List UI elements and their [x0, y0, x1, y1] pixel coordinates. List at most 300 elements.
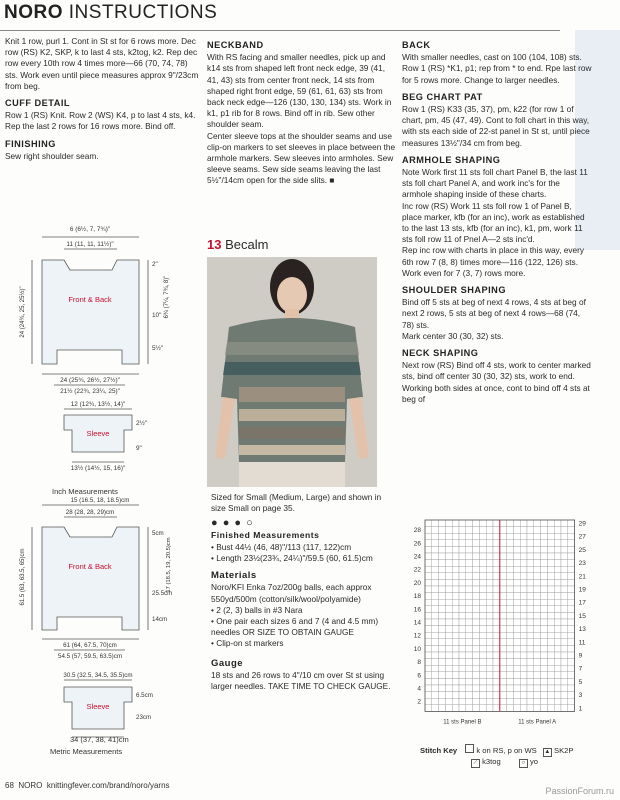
- chart-cell: [547, 586, 554, 593]
- watermark: PassionForum.ru: [545, 786, 614, 796]
- dim-label: 5½": [152, 345, 164, 352]
- chart-cell: [493, 593, 500, 600]
- row-number: 19: [578, 586, 586, 594]
- chart-cell: [513, 619, 520, 626]
- chart-cell: [527, 553, 534, 560]
- chart-cell: [513, 560, 520, 567]
- chart-cell: [520, 639, 527, 646]
- chart-cell: [452, 520, 459, 527]
- chart-cell: [541, 705, 548, 712]
- body-text: Noro/KFI Enka 7oz/200g balls, each approx 550yd/500m (cotton/silk/wool/polyamide): [211, 582, 372, 604]
- chart-cell: [479, 606, 486, 613]
- chart-cell: [425, 612, 432, 619]
- chart-cell: [493, 606, 500, 613]
- chart-cell: [554, 546, 561, 553]
- chart-cell: [513, 678, 520, 685]
- chart-cell: [432, 612, 439, 619]
- chart-cell: [452, 698, 459, 705]
- chart-cell: [534, 533, 541, 540]
- chart-cell: [541, 533, 548, 540]
- chart-cell: [513, 579, 520, 586]
- chart-cell: [561, 533, 568, 540]
- chart-cell: [445, 665, 452, 672]
- chart-cell: [425, 672, 432, 679]
- chart-cell: [500, 659, 507, 666]
- chart-cell: [486, 573, 493, 580]
- chart-cell: [459, 606, 466, 613]
- chart-cell: [561, 678, 568, 685]
- chart-cell: [554, 705, 561, 712]
- chart-cell: [432, 685, 439, 692]
- chart-cell: [425, 678, 432, 685]
- chart-cell: [554, 652, 561, 659]
- chart-cell: [493, 579, 500, 586]
- chart-cell: [568, 612, 575, 619]
- chart-cell: [561, 652, 568, 659]
- chart-cell: [459, 698, 466, 705]
- chart-cell: [527, 705, 534, 712]
- chart-cell: [561, 540, 568, 547]
- chart-cell: [534, 678, 541, 685]
- chart-cell: [500, 606, 507, 613]
- chart-cell: [513, 599, 520, 606]
- chart-cell: [432, 579, 439, 586]
- chart-cell: [568, 705, 575, 712]
- chart-cell: [507, 639, 514, 646]
- chart-cell: [466, 639, 473, 646]
- chart-cell: [541, 632, 548, 639]
- knit-symbol-icon: [465, 744, 474, 753]
- chart-cell: [534, 606, 541, 613]
- chart-cell: [507, 665, 514, 672]
- chart-cell: [473, 698, 480, 705]
- chart-cell: [493, 632, 500, 639]
- chart-cell: [445, 685, 452, 692]
- chart-cell: [473, 546, 480, 553]
- body-text: • 2 (2, 3) balls in #3 Nara: [211, 604, 303, 615]
- chart-cell: [554, 639, 561, 646]
- chart-cell: [568, 527, 575, 534]
- chart-cell: [452, 685, 459, 692]
- chart-cell: [554, 692, 561, 699]
- chart-cell: [507, 612, 514, 619]
- chart-cell: [527, 606, 534, 613]
- row-number: 8: [417, 659, 421, 667]
- chart-cell: [520, 573, 527, 580]
- stitch-chart: [400, 515, 600, 740]
- row-number: 9: [578, 652, 583, 660]
- chart-cell: [568, 586, 575, 593]
- chart-cell: [513, 533, 520, 540]
- chart-cell: [527, 599, 534, 606]
- body-text: Sized for Small (Medium, Large) and shown in size Small on page 35.: [211, 492, 382, 514]
- chart-cell: [507, 652, 514, 659]
- chart-cell: [568, 626, 575, 633]
- pattern-title: 13 Becalm: [207, 237, 269, 252]
- chart-cell: [527, 619, 534, 626]
- chart-cell: [493, 573, 500, 580]
- chart-cell: [554, 560, 561, 567]
- row-number: 20: [413, 579, 421, 587]
- chart-cell: [541, 586, 548, 593]
- chart-cell: [527, 527, 534, 534]
- chart-cell: [473, 632, 480, 639]
- chart-cell: [513, 705, 520, 712]
- chart-cell: [473, 606, 480, 613]
- chart-cell: [459, 626, 466, 633]
- row-number: 3: [578, 692, 583, 700]
- section-heading: ARMHOLE SHAPING: [402, 154, 501, 165]
- chart-cell: [479, 553, 486, 560]
- chart-cell: [459, 692, 466, 699]
- chart-cell: [527, 533, 534, 540]
- chart-cell: [445, 632, 452, 639]
- inch-schematic: [2, 222, 202, 477]
- body-text: • One pair each sizes 6 and 7 (4 and 4.5 mm) needles OR SIZE TO OBTAIN GAUGE: [211, 616, 379, 638]
- chart-cell: [547, 652, 554, 659]
- chart-cell: [527, 586, 534, 593]
- chart-cell: [486, 566, 493, 573]
- chart-cell: [568, 672, 575, 679]
- chart-cell: [439, 632, 446, 639]
- row-number: 28: [413, 527, 421, 535]
- chart-cell: [500, 665, 507, 672]
- row-number: 22: [413, 566, 421, 574]
- chart-cell: [479, 586, 486, 593]
- chart-cell: [547, 659, 554, 666]
- chart-cell: [534, 619, 541, 626]
- chart-cell: [554, 698, 561, 705]
- chart-cell: [439, 685, 446, 692]
- chart-cell: [561, 560, 568, 567]
- chart-cell: [473, 579, 480, 586]
- chart-cell: [534, 593, 541, 600]
- chart-cell: [432, 626, 439, 633]
- chart-cell: [554, 520, 561, 527]
- chart-cell: [568, 520, 575, 527]
- chart-cell: [547, 593, 554, 600]
- chart-cell: [500, 593, 507, 600]
- chart-cell: [534, 586, 541, 593]
- chart-cell: [500, 652, 507, 659]
- page-header: NORO INSTRUCTIONS: [4, 2, 218, 23]
- chart-cell: [547, 520, 554, 527]
- chart-cell: [541, 692, 548, 699]
- chart-cell: [507, 579, 514, 586]
- chart-cell: [513, 659, 520, 666]
- section-heading: CUFF DETAIL: [5, 98, 71, 109]
- chart-cell: [561, 573, 568, 580]
- chart-cell: [554, 645, 561, 652]
- chart-cell: [568, 645, 575, 652]
- chart-cell: [473, 705, 480, 712]
- chart-cell: [500, 619, 507, 626]
- chart-cell: [547, 527, 554, 534]
- chart-cell: [534, 599, 541, 606]
- chart-cell: [439, 527, 446, 534]
- chart-cell: [561, 606, 568, 613]
- chart-cell: [500, 639, 507, 646]
- metric-title: Metric Measurements: [50, 747, 123, 756]
- chart-cell: [459, 533, 466, 540]
- chart-cell: [486, 652, 493, 659]
- chart-cell: [493, 685, 500, 692]
- chart-cell: [541, 566, 548, 573]
- chart-cell: [554, 553, 561, 560]
- chart-cell: [425, 573, 432, 580]
- chart-cell: [486, 599, 493, 606]
- chart-cell: [459, 553, 466, 560]
- chart-cell: [541, 626, 548, 633]
- chart-cell: [432, 639, 439, 646]
- chart-cell: [452, 606, 459, 613]
- chart-cell: [507, 540, 514, 547]
- chart-cell: [568, 573, 575, 580]
- chart-cell: [439, 692, 446, 699]
- row-number: 11: [578, 639, 586, 647]
- dim-label: 5cm: [152, 530, 164, 537]
- chart-cell: [554, 533, 561, 540]
- chart-cell: [568, 632, 575, 639]
- chart-cell: [486, 612, 493, 619]
- chart-cell: [459, 678, 466, 685]
- chart-cell: [459, 619, 466, 626]
- chart-cell: [466, 645, 473, 652]
- chart-cell: [432, 599, 439, 606]
- chart-cell: [479, 520, 486, 527]
- chart-cell: [568, 553, 575, 560]
- chart-cell: [439, 619, 446, 626]
- chart-cell: [554, 659, 561, 666]
- chart-cell: [459, 586, 466, 593]
- chart-cell: [541, 678, 548, 685]
- dim-label: 15 (16.5, 18, 18.5)cm: [70, 497, 130, 504]
- chart-cell: [425, 692, 432, 699]
- chart-cell: [554, 685, 561, 692]
- row-number: 26: [413, 540, 421, 548]
- section-heading: FINISHING: [5, 138, 56, 149]
- chart-cell: [486, 672, 493, 679]
- chart-cell: [486, 553, 493, 560]
- chart-cell: [561, 672, 568, 679]
- row-number: 25: [578, 546, 586, 554]
- chart-cell: [507, 527, 514, 534]
- chart-cell: [466, 573, 473, 580]
- chart-cell: [466, 705, 473, 712]
- chart-cell: [561, 527, 568, 534]
- chart-cell: [466, 533, 473, 540]
- chart-cell: [493, 560, 500, 567]
- chart-cell: [568, 540, 575, 547]
- chart-cell: [425, 533, 432, 540]
- body-text: • Clip-on st markers: [211, 638, 284, 649]
- chart-cell: [479, 599, 486, 606]
- chart-cell: [425, 639, 432, 646]
- chart-cell: [473, 639, 480, 646]
- chart-cell: [439, 606, 446, 613]
- chart-cell: [466, 665, 473, 672]
- chart-cell: [541, 546, 548, 553]
- chart-cell: [493, 645, 500, 652]
- chart-cell: [547, 612, 554, 619]
- chart-cell: [466, 626, 473, 633]
- chart-cell: [500, 692, 507, 699]
- chart-cell: [432, 678, 439, 685]
- chart-cell: [547, 692, 554, 699]
- chart-cell: [452, 612, 459, 619]
- chart-cell: [473, 566, 480, 573]
- chart-cell: [466, 632, 473, 639]
- chart-cell: [500, 586, 507, 593]
- chart-cell: [479, 626, 486, 633]
- chart-cell: [445, 533, 452, 540]
- chart-cell: [520, 685, 527, 692]
- chart-cell: [432, 573, 439, 580]
- chart-cell: [432, 566, 439, 573]
- chart-cell: [520, 698, 527, 705]
- chart-cell: [425, 540, 432, 547]
- chart-cell: [568, 599, 575, 606]
- chart-cell: [541, 665, 548, 672]
- chart-cell: [479, 672, 486, 679]
- chart-cell: [439, 659, 446, 666]
- row-number: 24: [413, 553, 421, 561]
- chart-cell: [500, 626, 507, 633]
- chart-cell: [486, 626, 493, 633]
- dim-label: 24 (24¾, 25, 25½)": [20, 286, 26, 338]
- chart-cell: [554, 579, 561, 586]
- chart-cell: [561, 546, 568, 553]
- chart-cell: [439, 672, 446, 679]
- chart-cell: [541, 553, 548, 560]
- chart-cell: [520, 619, 527, 626]
- chart-cell: [425, 579, 432, 586]
- chart-cell: [459, 705, 466, 712]
- body-text: Center sleeve tops at the shoulder seams and use clip-on markers to set sleeves in place between the armhole markers. Sew sleeves into armholes. Sew sleeve seams. Sew side seams leaving the last 5½"/14cm open for the side slits. ■: [207, 130, 396, 186]
- chart-cell: [541, 698, 548, 705]
- chart-cell: [473, 626, 480, 633]
- row-number: 23: [578, 560, 586, 568]
- dim-label: 12 (12¾, 13½, 14)": [70, 401, 126, 408]
- chart-cell: [432, 527, 439, 534]
- chart-cell: [561, 692, 568, 699]
- chart-cell: [561, 659, 568, 666]
- chart-cell: [561, 705, 568, 712]
- chart-cell: [520, 533, 527, 540]
- chart-cell: [500, 573, 507, 580]
- chart-cell: [479, 652, 486, 659]
- chart-cell: [527, 692, 534, 699]
- row-number: 18: [413, 593, 421, 601]
- chart-cell: [513, 626, 520, 633]
- chart-cell: [513, 540, 520, 547]
- chart-cell: [500, 546, 507, 553]
- chart-cell: [534, 566, 541, 573]
- chart-cell: [486, 639, 493, 646]
- chart-cell: [432, 692, 439, 699]
- body-text: 18 sts and 26 rows to 4"/10 cm over St st using larger needles. TAKE TIME TO CHECK GAUGE.: [211, 669, 391, 692]
- chart-cell: [534, 698, 541, 705]
- chart-cell: [541, 645, 548, 652]
- chart-cell: [439, 573, 446, 580]
- chart-cell: [432, 659, 439, 666]
- chart-cell: [527, 672, 534, 679]
- body-text: With RS facing and smaller needles, pick up and k14 sts from shaped left front neck edge, 39 (41, 41, 43) sts from center front neck, 14 sts from shaped right front edge, 59 (61, 61, 63) sts from back neck edge—126 (130, 130, 134) sts. Work in k1, p1 rib for 8 rows. Bind off in rib. Sew other shoulder seam.: [207, 52, 392, 130]
- dim-label: 30.5 (32.5, 34.5, 35.5)cm: [63, 672, 133, 679]
- row-number: 2: [417, 698, 421, 706]
- row-number: 21: [578, 573, 586, 581]
- chart-cell: [473, 685, 480, 692]
- chart-cell: [445, 606, 452, 613]
- dim-label: 23cm: [136, 714, 152, 721]
- chart-cell: [439, 553, 446, 560]
- chart-cell: [466, 698, 473, 705]
- dim-label: 6 (6½, 7, 7¾)": [69, 226, 111, 233]
- chart-cell: [534, 546, 541, 553]
- chart-cell: [473, 560, 480, 567]
- chart-cell: [452, 553, 459, 560]
- chart-cell: [547, 685, 554, 692]
- piece-label: Sleeve: [86, 702, 110, 711]
- chart-cell: [527, 560, 534, 567]
- chart-cell: [466, 659, 473, 666]
- chart-cell: [513, 645, 520, 652]
- chart-cell: [554, 540, 561, 547]
- chart-cell: [459, 652, 466, 659]
- chart-cell: [466, 560, 473, 567]
- chart-cell: [466, 652, 473, 659]
- chart-cell: [534, 692, 541, 699]
- chart-cell: [507, 698, 514, 705]
- dim-label: 61.5 (63, 63.5, 65)cm: [20, 548, 26, 606]
- chart-cell: [547, 632, 554, 639]
- chart-cell: [507, 606, 514, 613]
- chart-cell: [466, 579, 473, 586]
- chart-cell: [507, 553, 514, 560]
- chart-cell: [466, 619, 473, 626]
- chart-cell: [507, 705, 514, 712]
- chart-cell: [479, 692, 486, 699]
- dim-label: 6¾ (7¼, 7¾, 8)": [164, 275, 170, 319]
- chart-cell: [466, 685, 473, 692]
- chart-cell: [534, 626, 541, 633]
- body-text: Knit 1 row, purl 1. Cont in St st for 6 rows more. Dec row (RS) K2, SKP, k to last 4 sts, k2tog, k2. Rep dec row every 10th row 4 times more—66 (70, 74, 78) sts. Work even until piece measures approx 9"/23cm from beg.: [5, 36, 199, 91]
- section-heading: Gauge: [211, 657, 244, 669]
- piece-label: Sleeve: [86, 429, 110, 438]
- chart-cell: [541, 672, 548, 679]
- chart-cell: [520, 606, 527, 613]
- chart-cell: [432, 540, 439, 547]
- chart-cell: [527, 612, 534, 619]
- chart-cell: [534, 659, 541, 666]
- chart-cell: [493, 692, 500, 699]
- chart-cell: [554, 619, 561, 626]
- chart-cell: [459, 685, 466, 692]
- chart-cell: [561, 612, 568, 619]
- section-heading: NECKBAND: [207, 40, 264, 50]
- chart-cell: [452, 593, 459, 600]
- chart-cell: [500, 579, 507, 586]
- chart-cell: [554, 672, 561, 679]
- chart-cell: [425, 645, 432, 652]
- chart-cell: [568, 692, 575, 699]
- chart-cell: [568, 665, 575, 672]
- chart-cell: [466, 566, 473, 573]
- chart-cell: [507, 546, 514, 553]
- chart-cell: [466, 606, 473, 613]
- dim-label: 34 (37, 38, 41)cm: [70, 735, 129, 744]
- chart-cell: [452, 659, 459, 666]
